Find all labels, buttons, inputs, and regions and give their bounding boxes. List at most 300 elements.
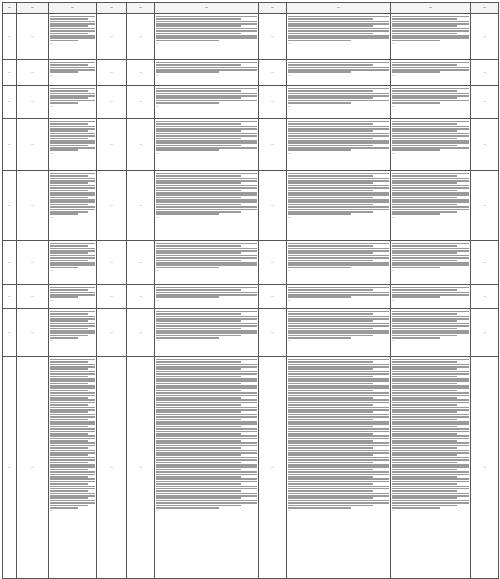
text-line [288, 194, 389, 196]
cell-value: — [139, 141, 142, 146]
text-line [156, 316, 257, 318]
text-line [156, 483, 241, 485]
text-line [392, 130, 457, 132]
cell-value: — [31, 69, 34, 74]
table-row [3, 241, 499, 285]
text-line [392, 100, 469, 102]
table-cell [259, 171, 287, 241]
cell-value: — [8, 69, 11, 74]
text-line [50, 464, 95, 466]
text-line [156, 16, 257, 18]
text-line [50, 175, 88, 177]
text-line [50, 414, 95, 416]
text-line [156, 185, 257, 187]
text-line [392, 426, 457, 428]
cell-value: — [31, 202, 34, 207]
text-line [392, 16, 469, 18]
text-line [392, 469, 457, 471]
text-line [156, 313, 241, 315]
text-line [288, 316, 389, 318]
cell-value: — [392, 268, 395, 273]
text-line [392, 126, 469, 128]
text-line [288, 399, 389, 401]
text-line [156, 507, 219, 509]
text-line [50, 457, 95, 459]
cell-value: — [483, 33, 486, 38]
text-line [392, 257, 469, 259]
table-cell [391, 14, 471, 60]
text-line [288, 433, 373, 435]
text-line [156, 378, 257, 380]
text-line [50, 142, 95, 144]
cell-value: — [156, 268, 159, 273]
text-line [156, 428, 257, 430]
table-cell [127, 86, 155, 119]
text-line [156, 359, 257, 361]
text-line [50, 507, 78, 509]
cell-value: — [271, 141, 274, 146]
text-line [288, 18, 373, 20]
text-line [50, 476, 88, 478]
text-line [392, 128, 469, 130]
text-line [288, 481, 389, 483]
text-line [50, 135, 95, 137]
text-line [288, 442, 389, 444]
text-line [288, 500, 389, 502]
text-line [392, 255, 469, 257]
table-cell [471, 119, 499, 171]
text-line [156, 204, 241, 206]
text-line [50, 267, 78, 269]
text-line [156, 445, 257, 447]
table-cell [49, 285, 97, 309]
text-line [392, 450, 469, 452]
text-line [156, 438, 257, 440]
text-line [392, 397, 457, 399]
cell-value: — [271, 329, 274, 334]
cell-value: — [392, 103, 395, 108]
text-line [156, 481, 257, 483]
text-line [392, 495, 469, 497]
text-line [156, 433, 241, 435]
text-line [288, 209, 389, 211]
table-cell [127, 241, 155, 285]
table-cell [155, 357, 259, 579]
text-line [392, 457, 469, 459]
text-line [288, 35, 389, 37]
text-line [156, 18, 241, 20]
text-line [50, 33, 88, 35]
text-line [288, 320, 373, 322]
table-cell [287, 86, 391, 119]
text-line [288, 486, 389, 488]
text-line [156, 93, 257, 95]
text-line [50, 328, 88, 330]
text-line [50, 397, 88, 399]
text-line [50, 199, 95, 201]
text-line [288, 428, 389, 430]
text-line [288, 387, 389, 389]
text-line [288, 100, 389, 102]
text-line [288, 378, 389, 380]
text-line [392, 323, 469, 325]
cell-value: — [271, 259, 274, 264]
text-line [156, 95, 257, 97]
text-line [156, 320, 241, 322]
text-line [288, 248, 389, 250]
text-line [392, 337, 440, 339]
table-cell [287, 119, 391, 171]
table-cell [3, 357, 17, 579]
text-line [392, 199, 469, 201]
text-line [50, 452, 95, 454]
text-line [156, 206, 257, 208]
text-line [288, 502, 389, 504]
text-line [288, 267, 351, 269]
text-line [288, 95, 389, 97]
text-line [156, 328, 241, 330]
text-line [156, 462, 241, 464]
text-line [50, 187, 95, 189]
cell-value: — [31, 329, 34, 334]
text-line [288, 213, 351, 215]
text-line [288, 88, 389, 90]
text-line [288, 435, 389, 437]
text-line [288, 23, 389, 25]
text-line [50, 145, 88, 147]
text-line [156, 447, 241, 449]
table-cell [49, 14, 97, 60]
text-line [288, 173, 389, 175]
text-line [50, 416, 95, 418]
cell-value: — [483, 99, 486, 104]
text-line [392, 135, 469, 137]
text-line [288, 260, 373, 262]
text-line [392, 97, 457, 99]
table-cell [97, 14, 127, 60]
text-line [50, 255, 95, 257]
text-line [156, 454, 241, 456]
table-cell [259, 357, 287, 579]
text-line [392, 209, 469, 211]
text-line [392, 466, 469, 468]
text-line [288, 380, 389, 382]
text-line [392, 497, 457, 499]
text-line [156, 90, 241, 92]
text-line [50, 431, 95, 433]
text-line [50, 505, 88, 507]
text-line [288, 335, 373, 337]
text-line [156, 33, 241, 35]
cell-value: — [50, 41, 53, 46]
table-cell [97, 60, 127, 86]
text-line [392, 318, 469, 320]
text-line [392, 330, 469, 332]
text-line [50, 318, 95, 320]
text-line [392, 325, 469, 327]
text-line [50, 471, 95, 473]
text-line [392, 438, 469, 440]
text-line [156, 423, 257, 425]
cell-value: — [288, 268, 291, 273]
text-line [392, 185, 469, 187]
text-line [156, 252, 241, 254]
table-row [3, 86, 499, 119]
table-cell [49, 309, 97, 357]
cell-value: — [8, 99, 11, 104]
cell-value: — [31, 99, 34, 104]
text-line [392, 25, 457, 27]
text-line [156, 409, 257, 411]
table-cell [471, 285, 499, 309]
text-line [50, 486, 95, 488]
text-line [392, 395, 469, 397]
text-line [156, 62, 257, 64]
text-line [156, 135, 257, 137]
text-line [288, 201, 389, 203]
text-line [392, 192, 469, 194]
text-line [50, 128, 95, 130]
text-line [50, 493, 95, 495]
text-line [156, 478, 257, 480]
text-line [50, 385, 95, 387]
text-line [156, 292, 257, 294]
text-line [288, 211, 373, 213]
text-line [392, 378, 469, 380]
text-line [288, 366, 389, 368]
text-line [392, 90, 457, 92]
text-line [288, 257, 389, 259]
text-line [288, 262, 389, 264]
text-line [156, 495, 257, 497]
text-line [288, 192, 389, 194]
text-line [288, 67, 389, 69]
text-line [288, 419, 373, 421]
table-cell [17, 60, 49, 86]
text-line [156, 407, 257, 409]
text-line [392, 245, 457, 247]
text-line [156, 213, 219, 215]
text-line [50, 462, 88, 464]
text-line [156, 323, 257, 325]
text-line [392, 294, 469, 296]
text-line [50, 133, 95, 135]
text-line [288, 128, 389, 130]
cell-value: — [288, 338, 291, 343]
cell-value: — [139, 69, 142, 74]
text-line [288, 478, 389, 480]
text-line [50, 287, 95, 289]
table-cell [17, 241, 49, 285]
text-line [156, 71, 219, 73]
text-line [392, 380, 469, 382]
text-line [156, 426, 241, 428]
text-line [288, 102, 351, 104]
text-line [156, 130, 241, 132]
text-line [392, 387, 469, 389]
text-line [50, 93, 95, 95]
text-line [156, 100, 257, 102]
text-line [392, 71, 440, 73]
table-row [3, 60, 499, 86]
text-line [50, 387, 95, 389]
text-line [50, 130, 88, 132]
text-line [156, 493, 257, 495]
cell-value: — [288, 214, 291, 219]
text-line [392, 173, 469, 175]
table-cell [17, 14, 49, 60]
cell-value: — [271, 293, 274, 298]
text-line [392, 147, 469, 149]
text-line [50, 90, 88, 92]
text-line [50, 245, 88, 247]
text-line [50, 67, 95, 69]
text-line [50, 390, 88, 392]
text-line [288, 476, 373, 478]
text-line [50, 289, 88, 291]
text-line [288, 373, 389, 375]
text-line [392, 262, 469, 264]
text-line [288, 133, 389, 135]
text-line [50, 149, 78, 151]
text-line [392, 21, 469, 23]
text-line [50, 37, 95, 39]
text-line [50, 442, 95, 444]
text-line [288, 97, 373, 99]
cell-value: — [156, 103, 159, 108]
text-line [288, 21, 389, 23]
table-cell [471, 309, 499, 357]
text-line [288, 414, 389, 416]
cell-value: — [8, 259, 11, 264]
text-line [392, 28, 469, 30]
text-line [392, 490, 457, 492]
text-line [50, 262, 95, 264]
text-line [156, 502, 257, 504]
text-line [392, 493, 469, 495]
text-line [156, 399, 257, 401]
cell-value: — [8, 141, 11, 146]
text-line [288, 457, 389, 459]
text-line [156, 67, 257, 69]
text-line [156, 404, 241, 406]
table-cell [17, 86, 49, 119]
column-header: — [155, 3, 259, 14]
text-line [50, 25, 88, 27]
text-line [156, 142, 257, 144]
table-cell [391, 357, 471, 579]
text-line [156, 497, 241, 499]
text-line [288, 37, 389, 39]
text-line [156, 376, 241, 378]
cell-value: — [50, 150, 53, 155]
text-line [288, 402, 389, 404]
text-line [50, 419, 88, 421]
cell-value: — [110, 141, 113, 146]
text-line [288, 376, 373, 378]
text-line [50, 260, 88, 262]
text-line [392, 445, 469, 447]
text-line [392, 311, 469, 313]
cell-value: — [50, 103, 53, 108]
text-line [288, 287, 389, 289]
table-cell [49, 119, 97, 171]
text-line [50, 194, 95, 196]
text-line [156, 337, 219, 339]
cell-value: — [288, 103, 291, 108]
text-line [156, 361, 241, 363]
text-line [156, 211, 241, 213]
text-line [288, 135, 389, 137]
cell-value: — [8, 293, 11, 298]
table-row [3, 285, 499, 309]
table-cell [287, 14, 391, 60]
text-line [50, 316, 95, 318]
text-line [392, 409, 469, 411]
text-line [392, 390, 457, 392]
text-line [288, 93, 389, 95]
text-line [392, 67, 469, 69]
text-line [392, 37, 469, 39]
text-line [50, 18, 88, 20]
text-line [392, 243, 469, 245]
text-line [156, 332, 257, 334]
cell-value: — [8, 464, 11, 469]
text-line [50, 30, 95, 32]
table-cell [287, 285, 391, 309]
text-line [50, 433, 88, 435]
text-line [288, 474, 389, 476]
text-line [392, 102, 440, 104]
cell-value: — [110, 33, 113, 38]
table-cell [471, 86, 499, 119]
text-line [50, 502, 95, 504]
table-cell [127, 285, 155, 309]
text-line [392, 502, 469, 504]
text-line [288, 488, 389, 490]
text-line [156, 395, 257, 397]
text-line [156, 30, 257, 32]
text-line [288, 206, 389, 208]
text-line [288, 421, 389, 423]
text-line [392, 182, 457, 184]
text-line [392, 332, 469, 334]
text-line [50, 206, 95, 208]
table-cell [287, 309, 391, 357]
text-line [156, 126, 257, 128]
text-line [392, 507, 440, 509]
text-line [50, 180, 95, 182]
column-header: — [391, 3, 471, 14]
table-cell [259, 241, 287, 285]
cell-value: — [271, 464, 274, 469]
table-row [3, 119, 499, 171]
table-cell [259, 60, 287, 86]
text-line [288, 445, 389, 447]
text-line [392, 62, 469, 64]
text-line [288, 62, 389, 64]
text-line [288, 454, 373, 456]
text-line [392, 197, 457, 199]
text-line [50, 88, 95, 90]
table-cell [49, 171, 97, 241]
table-cell [17, 119, 49, 171]
text-line [288, 292, 389, 294]
text-line [50, 178, 95, 180]
text-line [156, 145, 241, 147]
text-line [156, 35, 257, 37]
text-line [50, 140, 95, 142]
